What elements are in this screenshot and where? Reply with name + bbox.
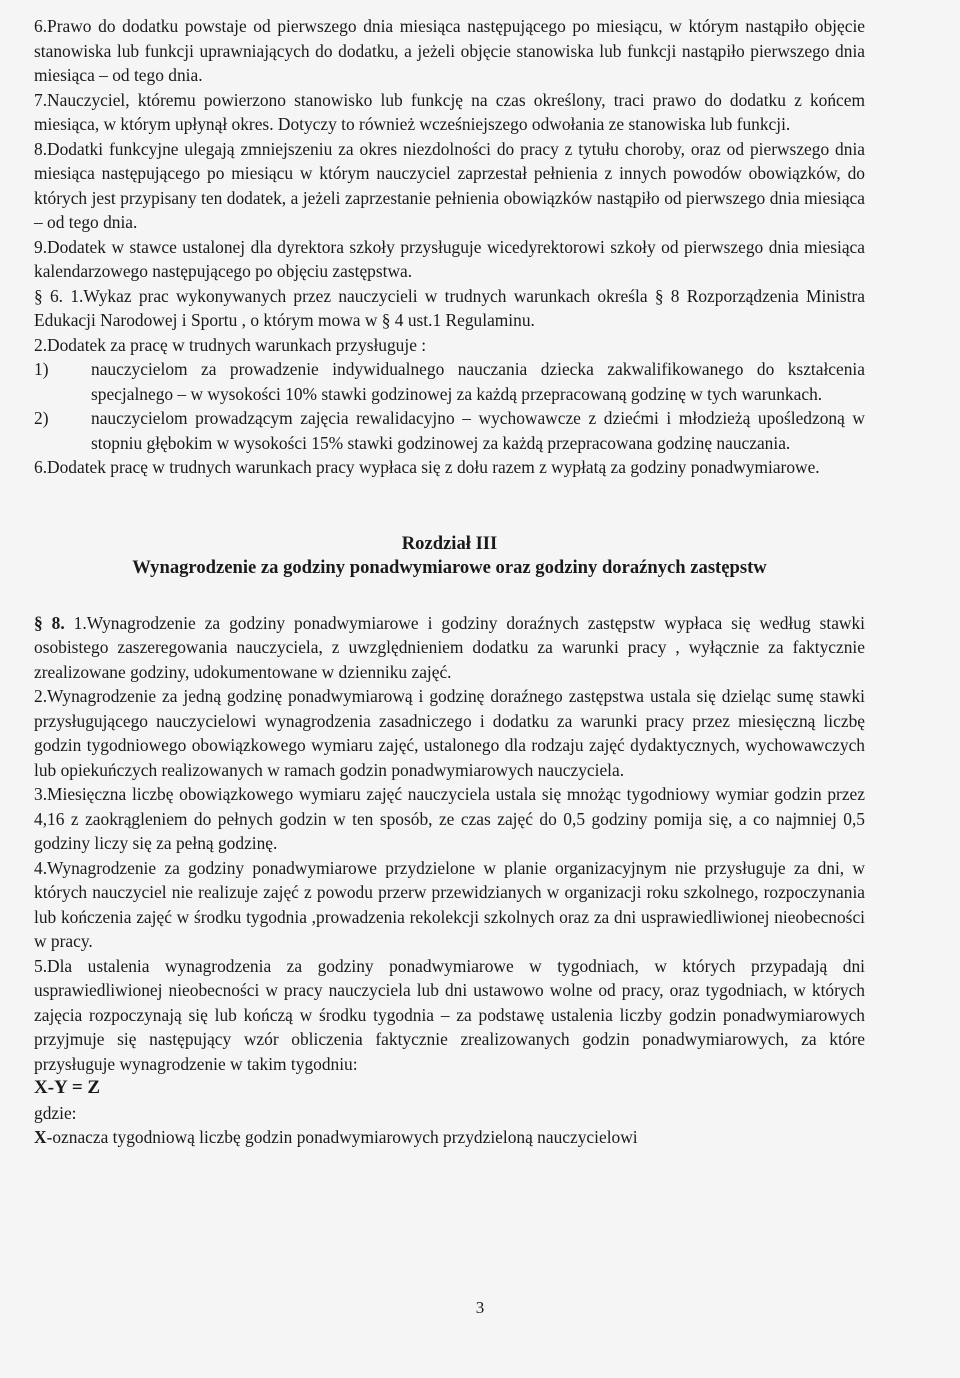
paragraph-6: 6.Prawo do dodatku powstaje od pierwszego dnia miesiąca następującego po miesiącu, w którym nastąpiło objęcie stanowiska lub funkcji uprawniających do dodatku, a jeżeli objęcie stanowiska lub funkcji nastąpiło pierwszego dnia miesiąca – od tego dnia. — [34, 16, 865, 85]
x-symbol: X — [34, 1127, 47, 1147]
paragraph-9: 9.Dodatek w stawce ustalonej dla dyrektora szkoły przysługuje wicedyrektorowi szkoły od pierwszego dnia miesiąca kalendarzowego następującego po objęciu zastępstwa. — [34, 236, 865, 281]
gdzie-label: gdzie: — [34, 1102, 77, 1123]
paragraph-7: 7.Nauczyciel, któremu powierzono stanowisko lub funkcję na czas określony, traci prawo do dodatku z końcem miesiąca, w którym upłynął okres. Dotyczy to również wcześniejszego odwołania ze stanowiska lub funkcji. — [34, 89, 865, 134]
chapter-number: Rozdział III — [401, 532, 498, 554]
list-item — [34, 357, 865, 406]
section-8-paragraph-2: 2.Wynagrodzenie za jedną godzinę ponadwymiarową i godzinę doraźnego zastępstwa ustala się dzieląc sumę stawki przysługującego nauczycielowi wynagrodzenia zasadniczego i dodatku za warunki pracy przez miesięczną liczbę godzin tygodniowego obowiązkowego wymiaru zajęć, ustalonego dla rodzaju zajęć dydaktycznych, wychowawczych lub opiekuńczych realizowanych w ramach godzin ponadwymiarowych nauczyciela. — [34, 686, 865, 780]
formula: X-Y = Z — [34, 1077, 101, 1098]
paragraph-8: 8.Dodatki funkcyjne ulegają zmniejszeniu za okres niezdolności do pracy z tytułu choroby, oraz od pierwszego dnia miesiąca następującego po miesiącu w którym nauczyciel zaprzestał pełnienia z innych powodów obowiązków, do których jest przypisany ten dodatek, a jeżeli zaprzestanie pełnienia obowiązków nastąpiło od pierwszego dnia miesiąca – od tego dnia. — [34, 138, 865, 232]
section-6-paragraph-6: 6.Dodatek pracę w trudnych warunkach pracy wypłaca się z dołu razem z wypłatą za godziny ponadwymiarowe. — [34, 457, 820, 477]
section-6-mark: § 6. — [34, 285, 64, 306]
section-8-paragraph-5: 5.Dla ustalenia wynagrodzenia za godziny ponadwymiarowe w tygodniach, w których przypadają dni usprawiedliwionej nieobecności w pracy nauczyciela lub dni ustawowo wolne od pracy, oraz tygodniach, w których zajęcia rozpoczynają się lub kończą w środku tygodnia – za podstawę ustalenia liczby godzin ponadwymiarowych przyjmuje się następujący wzór obliczenia faktycznie zrealizowanych godzin ponadwymiarowych, za które przysługuje wynagrodzenie w takim tygodniu: — [34, 955, 865, 1074]
chapter-title: Wynagrodzenie za godziny ponadwymiarowe oraz godziny doraźnych zastępstw — [132, 556, 767, 578]
list-text: nauczycielom prowadzącym zajęcia rewalidacyjno – wychowawcze z dziećmi i młodzieżą upośledzoną w stopniu głębokim w wysokości 15% stawki godzinowej za każdą przepracowana godzinę nauczania. — [91, 408, 865, 453]
page-number: 3 — [475, 1298, 485, 1317]
list-item — [34, 406, 865, 455]
list-number: 1) — [34, 359, 49, 379]
list-number: 2) — [34, 408, 49, 428]
section-8-paragraph-4: 4.Wynagrodzenie za godziny ponadwymiarowe przydzielone w planie organizacyjnym nie przysługuje za dni, w których nauczyciel nie realizuje zajęć z powodu przerw przewidzianych w organizacji roku szkolnego, rozpoczynania lub kończenia zajęć w środku tygodnia ,prowadzenia rekolekcji szkolnych oraz za dni usprawiedliwionej nieobecności w pracy. — [34, 857, 865, 951]
section-8-paragraph-3: 3.Miesięczna liczbę obowiązkowego wymiaru zajęć nauczyciela ustala się mnożąc tygodniowy wymiar godzin przez 4,16 z zaokrągleniem do pełnych godzin w ten sposób, ze czas zajęć do 0,5 godziny pomija się, a co najmniej 0,5 godziny liczy się za pełną godzinę. — [34, 784, 865, 853]
section-6-paragraph-2: 2.Dodatek za pracę w trudnych warunkach przysługuje : — [34, 334, 427, 355]
section-8-mark: § 8. — [34, 612, 65, 633]
section-8-point-1: 1.Wynagrodzenie za godziny ponadwymiarowe i godziny doraźnych zastępstw wypłaca się według stawki osobistego zaszeregowania nauczyciela, z uwzględnieniem dodatku za warunki pracy , wyłącznie za faktycznie zrealizowane godziny, udokumentowane w dzienniku zajęć. — [34, 612, 865, 682]
section-6-point-1: 1.Wykaz prac wykonywanych przez nauczycieli w trudnych warunkach określa § 8 Rozporządzenia Ministra Edukacji Narodowej i Sportu , o którym mowa w § 4 ust.1 Regulaminu. — [34, 285, 865, 330]
x-definition — [34, 1125, 865, 1150]
section-8-paragraph-1 — [34, 611, 865, 685]
section-6-paragraph-1 — [34, 284, 865, 333]
x-definition-text: -oznacza tygodniową liczbę godzin ponadwymiarowych przydzieloną nauczycielowi — [46, 1127, 638, 1147]
list-text: nauczycielom za prowadzenie indywidualnego nauczania dziecka zakwalifikowanego do kształcenia specjalnego – w wysokości 10% stawki godzinowej za każdą przepracowaną godzinę w tych warunkach. — [91, 359, 865, 404]
